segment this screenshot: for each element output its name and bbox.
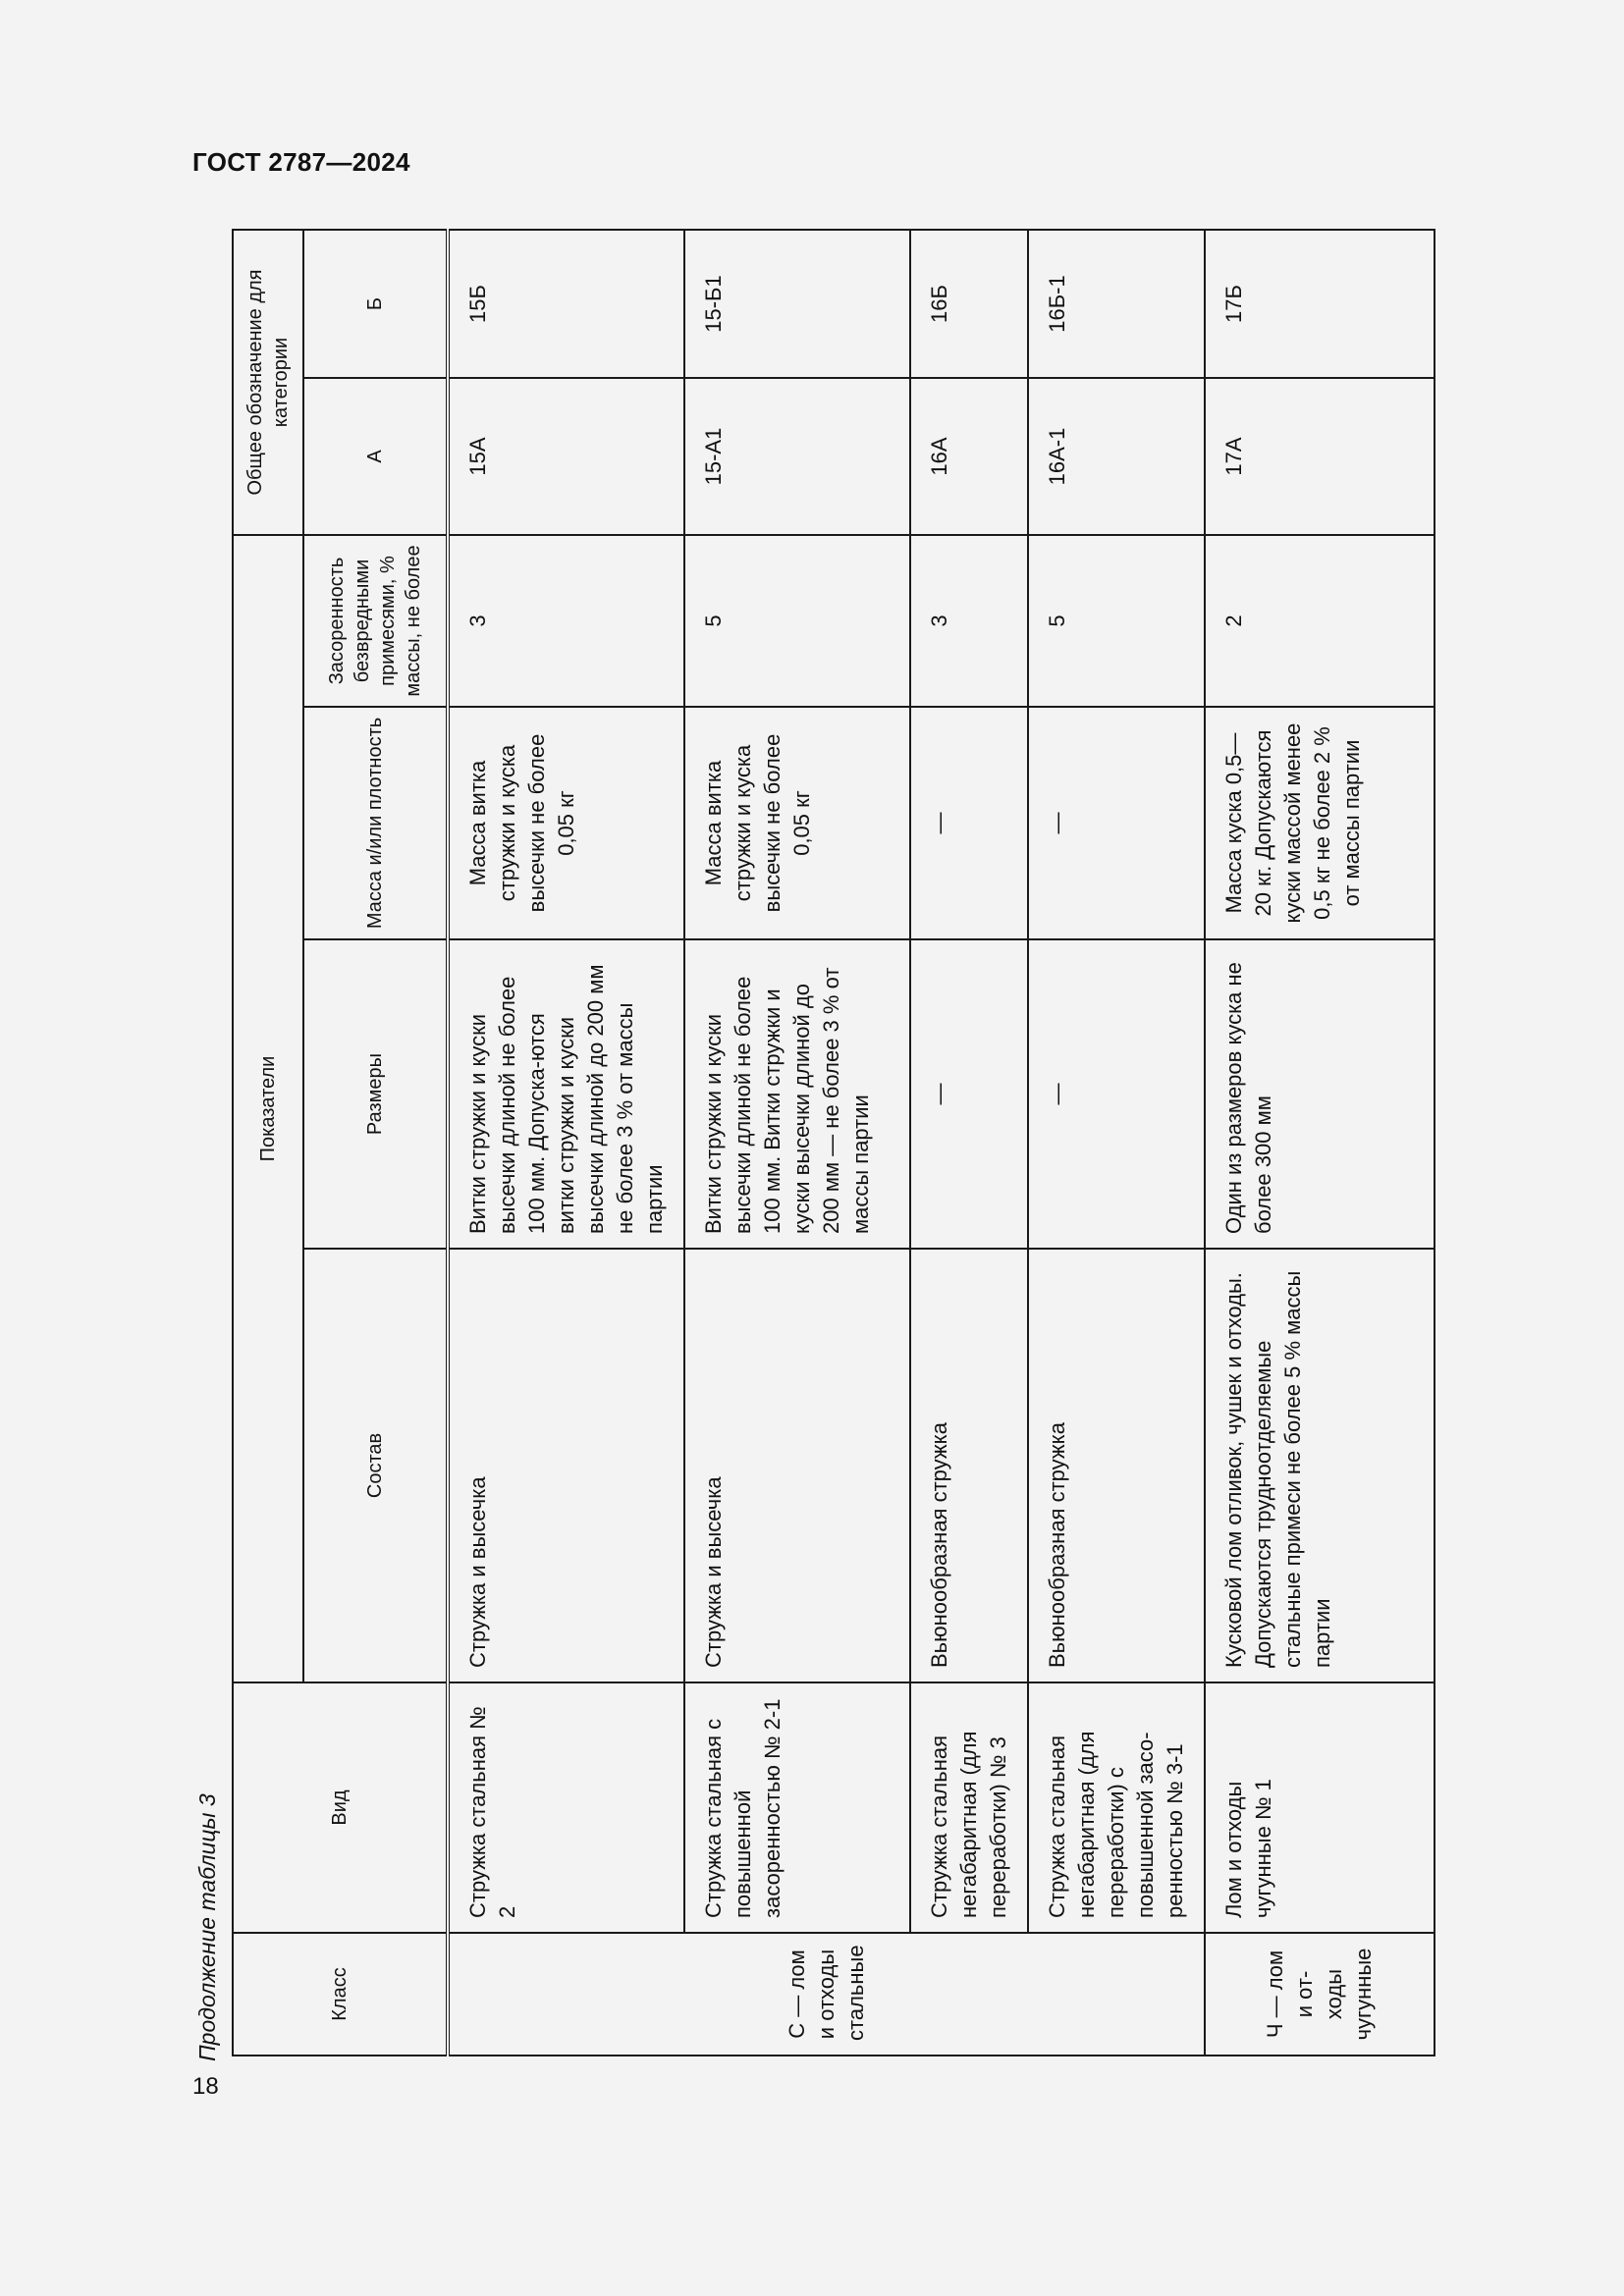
row-composition: Кусковой лом отливок, чушек и отходы. Допускаются трудноотделяемые стальные примеси не более 5 % массы партии: [1205, 1249, 1435, 1682]
row-type: Стружка стальная негабаритная (для переработки) с повышенной засо-ренностью № 3-1: [1028, 1682, 1205, 1933]
header-designation: Общее обозначение для категории: [233, 230, 303, 535]
row-category-a: 15-А1: [684, 378, 910, 535]
page-number: 18: [192, 2073, 219, 2100]
header-dimensions: Размеры: [303, 939, 448, 1249]
row-composition: Вьюнообразная стружка: [1028, 1249, 1205, 1682]
table-row: [1205, 230, 1435, 2056]
table-row: [1028, 230, 1205, 2056]
row-type: Стружка стальная № 2: [448, 1682, 684, 1933]
data-table: [232, 229, 1435, 2056]
header-mass-density: Масса и/или плотность: [303, 707, 448, 939]
row-category-a: 17А: [1205, 378, 1435, 535]
row-impurity: 3: [448, 535, 684, 707]
class-cell-iron: Ч — лом и от-ходы чугунные: [1205, 1933, 1435, 2056]
header-class: Класс: [233, 1933, 448, 2056]
row-type: Стружка стальная негабаритная (для переработки) № 3: [910, 1682, 1028, 1933]
row-mass: —: [910, 707, 1028, 939]
table-row: [448, 230, 684, 2056]
row-category-b: 16Б: [910, 230, 1028, 378]
row-mass: Масса куска 0,5—20 кг. Допускаются куски массой менее 0,5 кг не более 2 % от массы партии: [1205, 707, 1435, 939]
row-composition: Стружка и высечка: [448, 1249, 684, 1682]
row-impurity: 5: [1028, 535, 1205, 707]
row-category-a: 16А-1: [1028, 378, 1205, 535]
row-category-b: 17Б: [1205, 230, 1435, 378]
header-category-b: Б: [303, 230, 448, 378]
row-category-a: 16А: [910, 378, 1028, 535]
row-impurity: 3: [910, 535, 1028, 707]
header-impurity: Засоренность безвредными примесями, % массы, не более: [303, 535, 448, 707]
table-row: [910, 230, 1028, 2056]
row-type: Лом и отходы чугунные № 1: [1205, 1682, 1435, 1933]
row-dimensions: Витки стружки и куски высечки длиной не более 100 мм. Витки стружки и куски высечки длиной до 200 мм — не более 3 % от массы партии: [684, 939, 910, 1249]
row-dimensions: Один из размеров куска не более 300 мм: [1205, 939, 1435, 1249]
row-mass: Масса витка стружки и куска высечки не более 0,05 кг: [684, 707, 910, 939]
row-dimensions: —: [1028, 939, 1205, 1249]
table-3-rotated: [232, 231, 1404, 2056]
row-dimensions: —: [910, 939, 1028, 1249]
document-title: ГОСТ 2787—2024: [192, 147, 410, 177]
header-indicators: Показатели: [233, 535, 303, 1682]
row-mass: Масса витка стружки и куска высечки не более 0,05 кг: [448, 707, 684, 939]
row-category-b: 15Б: [448, 230, 684, 378]
class-cell-steel: С — лом и отходы стальные: [448, 1933, 1205, 2056]
row-category-a: 15А: [448, 378, 684, 535]
row-composition: Стружка и высечка: [684, 1249, 910, 1682]
row-impurity: 5: [684, 535, 910, 707]
header-type: Вид: [233, 1682, 448, 1933]
row-dimensions: Витки стружки и куски высечки длиной не более 100 мм. Допуска-ются витки стружки и куски высечки длиной до 200 мм не более 3 % от массы партии: [448, 939, 684, 1249]
row-mass: —: [1028, 707, 1205, 939]
row-category-b: 16Б-1: [1028, 230, 1205, 378]
row-category-b: 15-Б1: [684, 230, 910, 378]
header-category-a: А: [303, 378, 448, 535]
row-type: Стружка стальная с повышенной засоренностью № 2-1: [684, 1682, 910, 1933]
table-row: [684, 230, 910, 2056]
row-composition: Вьюнообразная стружка: [910, 1249, 1028, 1682]
header-composition: Состав: [303, 1249, 448, 1682]
row-impurity: 2: [1205, 535, 1435, 707]
